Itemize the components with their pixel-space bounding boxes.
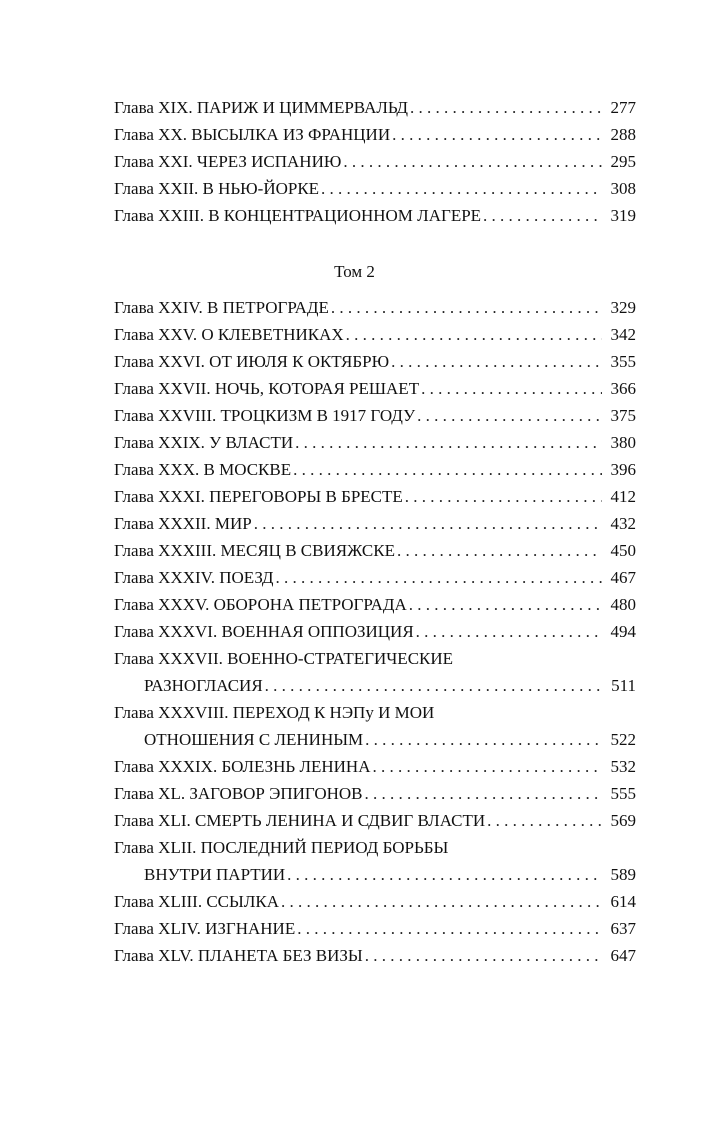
chapter-title: Глава XXVIII. ТРОЦКИЗМ В 1917 ГОДУ	[114, 406, 416, 425]
page-number: 555	[610, 784, 636, 803]
dot-leader	[417, 402, 602, 429]
dot-leader	[346, 321, 602, 348]
chapter-title: Глава XLIV. ИЗГНАНИЕ	[114, 919, 296, 938]
page-number: 467	[610, 568, 636, 587]
page-number: 494	[610, 622, 636, 641]
dot-leader	[254, 510, 602, 537]
chapter-title: Глава XXXIV. ПОЕЗД	[114, 568, 274, 587]
dot-leader	[421, 375, 602, 402]
toc-entry	[114, 456, 636, 483]
page-number: 375	[610, 406, 636, 425]
chapter-title: Глава XX. ВЫСЫЛКА ИЗ ФРАНЦИИ	[114, 125, 391, 144]
toc-entry	[114, 321, 636, 348]
page-number: 480	[610, 595, 636, 614]
chapter-title: Глава XXVII. НОЧЬ, КОТОРАЯ РЕШАЕТ	[114, 379, 420, 398]
page-number: 288	[610, 125, 636, 144]
dot-leader	[331, 294, 602, 321]
toc-entry	[114, 591, 636, 618]
page-number: 329	[610, 298, 636, 317]
dot-leader	[416, 618, 602, 645]
dot-leader	[287, 861, 602, 888]
dot-leader	[405, 483, 602, 510]
chapter-title: Глава XL. ЗАГОВОР ЭПИГОНОВ	[114, 784, 363, 803]
toc-entry-first-line	[114, 699, 636, 726]
chapter-title: Глава XXXVIII. ПЕРЕХОД К НЭПу И МОИ	[114, 703, 435, 722]
toc-entry	[114, 861, 636, 888]
chapter-title: Глава XXXII. МИР	[114, 514, 252, 533]
dot-leader	[365, 942, 602, 969]
dot-leader	[297, 915, 602, 942]
page-number: 522	[610, 730, 636, 749]
dot-leader	[343, 148, 602, 175]
chapter-title: ВНУТРИ ПАРТИИ	[144, 865, 286, 884]
chapter-title: Глава XXXVII. ВОЕННО-СТРАТЕГИЧЕСКИЕ	[114, 649, 454, 668]
chapter-title: Глава XXXVI. ВОЕННАЯ ОППОЗИЦИЯ	[114, 622, 414, 641]
page-number: 342	[610, 325, 636, 344]
chapter-title: Глава XLIII. ССЫЛКА	[114, 892, 279, 911]
toc-entry	[114, 175, 636, 202]
dot-leader	[483, 202, 602, 229]
page-number: 589	[610, 865, 636, 884]
dot-leader	[410, 94, 602, 121]
toc-entry	[114, 726, 636, 753]
dot-leader	[391, 348, 602, 375]
page-number: 511	[611, 676, 636, 695]
chapter-title: Глава XXXI. ПЕРЕГОВОРЫ В БРЕСТЕ	[114, 487, 403, 506]
toc-entry	[114, 121, 636, 148]
chapter-title: Глава XLV. ПЛАНЕТА БЕЗ ВИЗЫ	[114, 946, 363, 965]
dot-leader	[295, 429, 602, 456]
page-number: 614	[610, 892, 636, 911]
toc-list-volume-1	[114, 94, 636, 229]
toc-entry-first-line	[114, 834, 636, 861]
toc-entry	[114, 429, 636, 456]
dot-leader	[372, 753, 602, 780]
chapter-title: Глава XXII. В НЬЮ-ЙОРКЕ	[114, 179, 320, 198]
page-number: 319	[610, 206, 636, 225]
dot-leader	[487, 807, 602, 834]
chapter-title: Глава XIX. ПАРИЖ И ЦИММЕРВАЛЬД	[114, 98, 408, 117]
toc-entry	[114, 537, 636, 564]
chapter-title: Глава XLII. ПОСЛЕДНИЙ ПЕРИОД БОРЬБЫ	[114, 838, 449, 857]
chapter-title: Глава XXXIII. МЕСЯЦ В СВИЯЖСКЕ	[114, 541, 395, 560]
page-number: 308	[610, 179, 636, 198]
page-number: 295	[610, 152, 636, 171]
chapter-title: Глава XLI. СМЕРТЬ ЛЕНИНА И СДВИГ ВЛАСТИ	[114, 811, 486, 830]
toc-entry	[114, 375, 636, 402]
toc-entry	[114, 294, 636, 321]
toc-entry	[114, 564, 636, 591]
chapter-title: Глава XXXIX. БОЛЕЗНЬ ЛЕНИНА	[114, 757, 371, 776]
toc-list-volume-2	[114, 294, 636, 969]
toc-entry	[114, 94, 636, 121]
chapter-title: Глава XXI. ЧЕРЕЗ ИСПАНИЮ	[114, 152, 342, 171]
toc-entry	[114, 672, 636, 699]
chapter-title: ОТНОШЕНИЯ С ЛЕНИНЫМ	[144, 730, 364, 749]
page-number: 450	[610, 541, 636, 560]
dot-leader	[364, 780, 602, 807]
chapter-title: Глава XXV. О КЛЕВЕТНИКАХ	[114, 325, 344, 344]
toc-entry	[114, 348, 636, 375]
toc-entry	[114, 148, 636, 175]
toc-entry	[114, 888, 636, 915]
page-number: 569	[610, 811, 636, 830]
chapter-title: Глава XXVI. ОТ ИЮЛЯ К ОКТЯБРЮ	[114, 352, 390, 371]
dot-leader	[321, 175, 602, 202]
dot-leader	[409, 591, 602, 618]
dot-leader	[275, 564, 602, 591]
page-number: 277	[610, 98, 636, 117]
toc-entry	[114, 202, 636, 229]
page-number: 355	[610, 352, 636, 371]
page-number: 647	[610, 946, 636, 965]
page-number: 532	[610, 757, 636, 776]
toc-entry	[114, 483, 636, 510]
dot-leader	[293, 456, 602, 483]
page-number: 637	[610, 919, 636, 938]
dot-leader	[365, 726, 602, 753]
dot-leader	[281, 888, 602, 915]
chapter-title: Глава XXX. В МОСКВЕ	[114, 460, 292, 479]
volume-heading: Том 2	[334, 262, 375, 281]
toc-entry-first-line	[114, 645, 636, 672]
toc-entry	[114, 780, 636, 807]
toc-entry	[114, 807, 636, 834]
chapter-title: Глава XXIII. В КОНЦЕНТРАЦИОННОМ ЛАГЕРЕ	[114, 206, 482, 225]
page-number: 432	[610, 514, 636, 533]
chapter-title: Глава XXXV. ОБОРОНА ПЕТРОГРАДА	[114, 595, 407, 614]
toc-entry	[114, 942, 636, 969]
chapter-title: Глава XXIX. У ВЛАСТИ	[114, 433, 294, 452]
page-number: 380	[610, 433, 636, 452]
page-number: 396	[610, 460, 636, 479]
toc-entry	[114, 510, 636, 537]
dot-leader	[397, 537, 602, 564]
page-number: 412	[610, 487, 636, 506]
toc-entry	[114, 753, 636, 780]
toc-entry	[114, 618, 636, 645]
chapter-title: РАЗНОГЛАСИЯ	[144, 676, 263, 695]
chapter-title: Глава XXIV. В ПЕТРОГРАДЕ	[114, 298, 329, 317]
dot-leader	[392, 121, 602, 148]
page-number: 366	[610, 379, 636, 398]
toc-entry	[114, 402, 636, 429]
dot-leader	[265, 672, 602, 699]
toc-entry	[114, 915, 636, 942]
